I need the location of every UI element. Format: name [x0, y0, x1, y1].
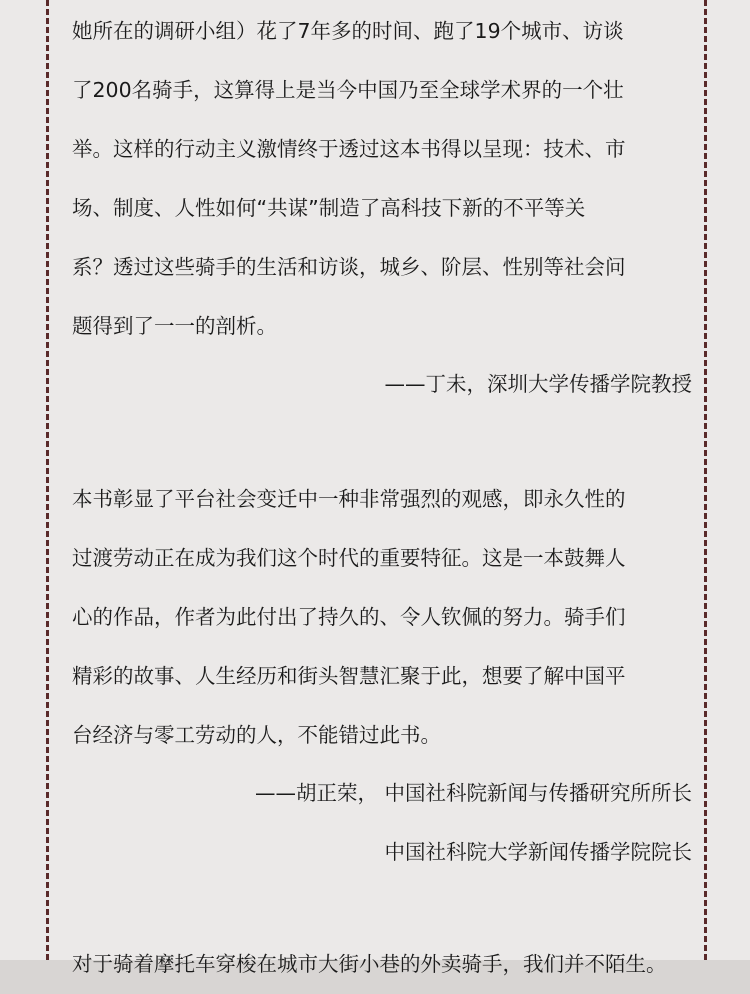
- text-line: 精彩的故事、人生经历和街头智慧汇聚于此，想要了解中国平: [72, 664, 626, 688]
- dashed-border-left: [46, 0, 49, 960]
- text-line: 场、制度、人性如何“共谋”制造了高科技下新的不平等关: [72, 196, 586, 220]
- dashed-border-right: [704, 0, 707, 960]
- text-line: 过渡劳动正在成为我们这个时代的重要特征。这是一本鼓舞人: [72, 546, 626, 570]
- quote-paragraph-1: [72, 2, 626, 356]
- text-line: 心的作品，作者为此付出了持久的、令人钦佩的努力。骑手们: [72, 605, 626, 629]
- quote-paragraph-3: [72, 935, 667, 994]
- attribution-2-line-2: 中国社科院大学新闻传播学院院长: [384, 840, 692, 864]
- text-line: 举。这样的行动主义激情终于透过这本书得以呈现：技术、市: [72, 137, 626, 161]
- text-line: 台经济与零工劳动的人，不能错过此书。: [72, 723, 441, 747]
- text-line: 她所在的调研小组）花了7年多的时间、跑了19个城市、访谈: [72, 19, 624, 43]
- text-line: 本书彰显了平台社会变迁中一种非常强烈的观感，即永久性的: [72, 487, 626, 511]
- attribution-2: ——胡正荣， 中国社科院新闻与传播研究所所长: [254, 781, 692, 805]
- quote-paragraph-2: [72, 470, 626, 765]
- text-line: 了200名骑手，这算得上是当今中国乃至全球学术界的一个壮: [72, 78, 624, 102]
- text-line: 系？透过这些骑手的生活和访谈，城乡、阶层、性别等社会问: [72, 255, 626, 279]
- text-line: 题得到了一一的剖析。: [72, 314, 277, 338]
- attribution-1: ——丁未，深圳大学传播学院教授: [384, 372, 692, 396]
- text-line: 对于骑着摩托车穿梭在城市大街小巷的外卖骑手，我们并不陌生。: [72, 952, 667, 976]
